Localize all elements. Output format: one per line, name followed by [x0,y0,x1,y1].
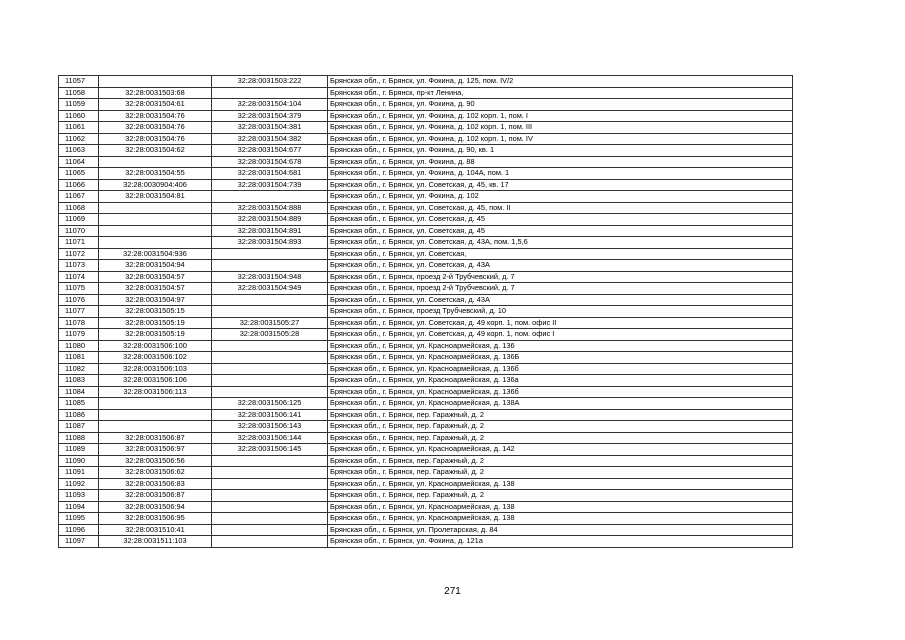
row-number-cell: 11062 [59,133,99,145]
table-row [59,133,793,145]
row-number-cell: 11070 [59,225,99,237]
address-cell: Брянская обл., г. Брянск, ул. Фокина, д. 90, кв. 1 [328,145,793,157]
row-number-cell: 11081 [59,352,99,364]
row-number-cell: 11092 [59,478,99,490]
cadastral-number-cell: 32:28:0031506:87 [99,432,212,444]
premises-cadastral-number-cell: 32:28:0031504:893 [212,237,328,249]
premises-cadastral-number-cell: 32:28:0031505:27 [212,317,328,329]
table-row [59,536,793,548]
row-number-cell: 11086 [59,409,99,421]
table-row [59,202,793,214]
cadastral-number-cell: 32:28:0031506:106 [99,375,212,387]
address-cell: Брянская обл., г. Брянск, ул. Красноармейская, д. 138 [328,501,793,513]
address-cell: Брянская обл., г. Брянск, ул. Советская, д. 45, пом. II [328,202,793,214]
table-row [59,478,793,490]
cadastral-number-cell: 32:28:0031503:68 [99,87,212,99]
address-cell: Брянская обл., г. Брянск, ул. Красноармейская, д. 136б [328,363,793,375]
address-cell: Брянская обл., г. Брянск, ул. Советская, д. 49 корп. 1, пом. офис II [328,317,793,329]
cadastral-number-cell: 32:28:0031504:76 [99,122,212,134]
row-number-cell: 11084 [59,386,99,398]
premises-cadastral-number-cell: 32:28:0031504:948 [212,271,328,283]
address-cell: Брянская обл., г. Брянск, пер. Гаражный, д. 2 [328,467,793,479]
table-row [59,467,793,479]
cadastral-number-cell: 32:28:0031506:62 [99,467,212,479]
cadastral-number-cell: 32:28:0031506:87 [99,490,212,502]
row-number-cell: 11082 [59,363,99,375]
table-row [59,513,793,525]
cadastral-number-cell: 32:28:0031506:102 [99,352,212,364]
premises-cadastral-number-cell [212,191,328,203]
cadastral-number-cell [99,237,212,249]
address-cell: Брянская обл., г. Брянск, проезд Трубчевский, д. 10 [328,306,793,318]
premises-cadastral-number-cell: 32:28:0031504:382 [212,133,328,145]
table-row [59,375,793,387]
table-row [59,225,793,237]
premises-cadastral-number-cell: 32:28:0031504:381 [212,122,328,134]
row-number-cell: 11063 [59,145,99,157]
address-cell: Брянская обл., г. Брянск, пер. Гаражный, д. 2 [328,455,793,467]
address-cell: Брянская обл., г. Брянск, ул. Советская, д. 43А, пом. 1,5,6 [328,237,793,249]
cadastral-number-cell [99,225,212,237]
table-row [59,409,793,421]
cadastral-number-cell: 32:28:0031504:55 [99,168,212,180]
table-row [59,214,793,226]
table-row [59,260,793,272]
row-number-cell: 11074 [59,271,99,283]
premises-cadastral-number-cell: 32:28:0031504:379 [212,110,328,122]
cadastral-number-cell: 32:28:0031506:94 [99,501,212,513]
address-cell: Брянская обл., г. Брянск, ул. Красноармейская, д. 136 [328,340,793,352]
table-row [59,432,793,444]
row-number-cell: 11069 [59,214,99,226]
address-cell: Брянская обл., г. Брянск, ул. Фокина, д. 102 корп. 1, пом. I [328,110,793,122]
cadastral-number-cell [99,214,212,226]
table-row [59,421,793,433]
cadastral-number-cell: 32:28:0031510:41 [99,524,212,536]
row-number-cell: 11076 [59,294,99,306]
premises-cadastral-number-cell [212,501,328,513]
premises-cadastral-number-cell [212,478,328,490]
row-number-cell: 11064 [59,156,99,168]
cadastral-number-cell [99,398,212,410]
table-row [59,501,793,513]
address-cell: Брянская обл., г. Брянск, ул. Пролетарская, д. 84 [328,524,793,536]
premises-cadastral-number-cell: 32:28:0031506:141 [212,409,328,421]
row-number-cell: 11067 [59,191,99,203]
cadastral-number-cell: 32:28:0031504:97 [99,294,212,306]
row-number-cell: 11068 [59,202,99,214]
cadastral-number-cell: 32:28:0031511:103 [99,536,212,548]
registry-table [58,75,793,548]
premises-cadastral-number-cell [212,513,328,525]
premises-cadastral-number-cell: 32:28:0031504:889 [212,214,328,226]
premises-cadastral-number-cell: 32:28:0031506:145 [212,444,328,456]
row-number-cell: 11085 [59,398,99,410]
address-cell: Брянская обл., г. Брянск, ул. Фокина, д. 102 [328,191,793,203]
row-number-cell: 11061 [59,122,99,134]
premises-cadastral-number-cell: 32:28:0031504:681 [212,168,328,180]
cadastral-number-cell: 32:28:0031504:81 [99,191,212,203]
registry-body [59,76,793,548]
address-cell: Брянская обл., г. Брянск, ул. Советская, д. 45, кв. 17 [328,179,793,191]
cadastral-number-cell [99,76,212,88]
cadastral-number-cell: 32:28:0031506:113 [99,386,212,398]
address-cell: Брянская обл., г. Брянск, ул. Красноармейская, д. 142 [328,444,793,456]
row-number-cell: 11077 [59,306,99,318]
table-row [59,524,793,536]
cadastral-number-cell: 32:28:0031506:103 [99,363,212,375]
cadastral-number-cell: 32:28:0031504:57 [99,283,212,295]
row-number-cell: 11091 [59,467,99,479]
address-cell: Брянская обл., г. Брянск, ул. Советская, д. 43А [328,260,793,272]
table-row [59,76,793,88]
row-number-cell: 11066 [59,179,99,191]
address-cell: Брянская обл., г. Брянск, ул. Красноармейская, д. 138 [328,513,793,525]
table-row [59,352,793,364]
address-cell: Брянская обл., г. Брянск, проезд 2-й Трубчевский, д. 7 [328,271,793,283]
row-number-cell: 11072 [59,248,99,260]
premises-cadastral-number-cell [212,87,328,99]
premises-cadastral-number-cell: 32:28:0031504:739 [212,179,328,191]
premises-cadastral-number-cell [212,386,328,398]
premises-cadastral-number-cell: 32:28:0031504:891 [212,225,328,237]
table-row [59,191,793,203]
cadastral-number-cell: 32:28:0031506:83 [99,478,212,490]
premises-cadastral-number-cell [212,375,328,387]
premises-cadastral-number-cell: 32:28:0031504:104 [212,99,328,111]
table-row [59,317,793,329]
row-number-cell: 11096 [59,524,99,536]
address-cell: Брянская обл., г. Брянск, ул. Советская, [328,248,793,260]
table-row [59,386,793,398]
row-number-cell: 11060 [59,110,99,122]
premises-cadastral-number-cell: 32:28:0031505:28 [212,329,328,341]
address-cell: Брянская обл., г. Брянск, ул. Фокина, д. 121а [328,536,793,548]
row-number-cell: 11095 [59,513,99,525]
cadastral-number-cell: 32:28:0031504:61 [99,99,212,111]
table-row [59,363,793,375]
row-number-cell: 11078 [59,317,99,329]
table-row [59,145,793,157]
address-cell: Брянская обл., г. Брянск, ул. Красноармейская, д. 136а [328,375,793,387]
table-row [59,490,793,502]
address-cell: Брянская обл., г. Брянск, ул. Фокина, д. 104А, пом. 1 [328,168,793,180]
table-row [59,283,793,295]
premises-cadastral-number-cell [212,352,328,364]
premises-cadastral-number-cell [212,248,328,260]
table-row [59,99,793,111]
table-row [59,179,793,191]
address-cell: Брянская обл., г. Брянск, ул. Фокина, д. 102 корп. 1, пом. IV [328,133,793,145]
table-row [59,455,793,467]
premises-cadastral-number-cell [212,363,328,375]
address-cell: Брянская обл., г. Брянск, ул. Фокина, д. 125, пом. IV/2 [328,76,793,88]
row-number-cell: 11080 [59,340,99,352]
cadastral-number-cell: 32:28:0031506:97 [99,444,212,456]
cadastral-number-cell: 32:28:0031504:76 [99,110,212,122]
table-row [59,122,793,134]
row-number-cell: 11058 [59,87,99,99]
address-cell: Брянская обл., г. Брянск, ул. Советская, д. 43А [328,294,793,306]
cadastral-number-cell: 32:28:0031506:56 [99,455,212,467]
row-number-cell: 11065 [59,168,99,180]
row-number-cell: 11089 [59,444,99,456]
premises-cadastral-number-cell: 32:28:0031506:144 [212,432,328,444]
address-cell: Брянская обл., г. Брянск, пер. Гаражный, д. 2 [328,409,793,421]
address-cell: Брянская обл., г. Брянск, ул. Красноармейская, д. 136Б [328,352,793,364]
cadastral-number-cell: 32:28:0031504:62 [99,145,212,157]
premises-cadastral-number-cell [212,490,328,502]
cadastral-number-cell [99,409,212,421]
row-number-cell: 11057 [59,76,99,88]
premises-cadastral-number-cell: 32:28:0031506:143 [212,421,328,433]
row-number-cell: 11071 [59,237,99,249]
table-row [59,110,793,122]
cadastral-number-cell [99,202,212,214]
address-cell: Брянская обл., г. Брянск, пер. Гаражный, д. 2 [328,432,793,444]
cadastral-number-cell: 32:28:0031505:15 [99,306,212,318]
address-cell: Брянская обл., г. Брянск, ул. Красноармейская, д. 138 [328,478,793,490]
address-cell: Брянская обл., г. Брянск, ул. Фокина, д. 90 [328,99,793,111]
page-number: 271 [444,586,461,597]
premises-cadastral-number-cell: 32:28:0031504:888 [212,202,328,214]
row-number-cell: 11083 [59,375,99,387]
cadastral-number-cell: 32:28:0031505:19 [99,329,212,341]
premises-cadastral-number-cell [212,260,328,272]
row-number-cell: 11090 [59,455,99,467]
row-number-cell: 11073 [59,260,99,272]
address-cell: Брянская обл., г. Брянск, ул. Советская, д. 45 [328,225,793,237]
table-row [59,398,793,410]
row-number-cell: 11059 [59,99,99,111]
premises-cadastral-number-cell: 32:28:0031506:125 [212,398,328,410]
address-cell: Брянская обл., г. Брянск, ул. Красноармейская, д. 138А [328,398,793,410]
row-number-cell: 11097 [59,536,99,548]
cadastral-number-cell: 32:28:0031506:100 [99,340,212,352]
premises-cadastral-number-cell [212,524,328,536]
cadastral-number-cell: 32:28:0031504:57 [99,271,212,283]
table-row [59,156,793,168]
table-row [59,294,793,306]
premises-cadastral-number-cell [212,306,328,318]
premises-cadastral-number-cell: 32:28:0031503:222 [212,76,328,88]
row-number-cell: 11088 [59,432,99,444]
table-row [59,271,793,283]
row-number-cell: 11087 [59,421,99,433]
cadastral-number-cell [99,156,212,168]
row-number-cell: 11093 [59,490,99,502]
cadastral-number-cell: 32:28:0031504:94 [99,260,212,272]
address-cell: Брянская обл., г. Брянск, ул. Красноармейская, д. 136б [328,386,793,398]
address-cell: Брянская обл., г. Брянск, проезд 2-й Трубчевский, д. 7 [328,283,793,295]
address-cell: Брянская обл., г. Брянск, ул. Советская, д. 49 корп. 1, пом. офис I [328,329,793,341]
table-row [59,340,793,352]
table-row [59,168,793,180]
cadastral-number-cell: 32:28:0031505:19 [99,317,212,329]
premises-cadastral-number-cell: 32:28:0031504:949 [212,283,328,295]
premises-cadastral-number-cell [212,536,328,548]
cadastral-number-cell: 32:28:0031506:95 [99,513,212,525]
address-cell: Брянская обл., г. Брянск, пер. Гаражный, д. 2 [328,490,793,502]
cadastral-number-cell: 32:28:0030904:406 [99,179,212,191]
row-number-cell: 11075 [59,283,99,295]
premises-cadastral-number-cell [212,294,328,306]
premises-cadastral-number-cell [212,455,328,467]
row-number-cell: 11094 [59,501,99,513]
table-row [59,444,793,456]
table-row [59,306,793,318]
cadastral-number-cell: 32:28:0031504:76 [99,133,212,145]
premises-cadastral-number-cell [212,467,328,479]
address-cell: Брянская обл., г. Брянск, ул. Фокина, д. 88 [328,156,793,168]
table-row [59,329,793,341]
address-cell: Брянская обл., г. Брянск, ул. Фокина, д. 102 корп. 1, пом. III [328,122,793,134]
table-row [59,248,793,260]
premises-cadastral-number-cell [212,340,328,352]
cadastral-number-cell: 32:28:0031504:936 [99,248,212,260]
row-number-cell: 11079 [59,329,99,341]
address-cell: Брянская обл., г. Брянск, пер. Гаражный, д. 2 [328,421,793,433]
cadastral-number-cell [99,421,212,433]
premises-cadastral-number-cell: 32:28:0031504:678 [212,156,328,168]
premises-cadastral-number-cell: 32:28:0031504:677 [212,145,328,157]
table-row [59,87,793,99]
address-cell: Брянская обл., г. Брянск, ул. Советская, д. 45 [328,214,793,226]
table-row [59,237,793,249]
address-cell: Брянская обл., г. Брянск, пр-кт Ленина, [328,87,793,99]
